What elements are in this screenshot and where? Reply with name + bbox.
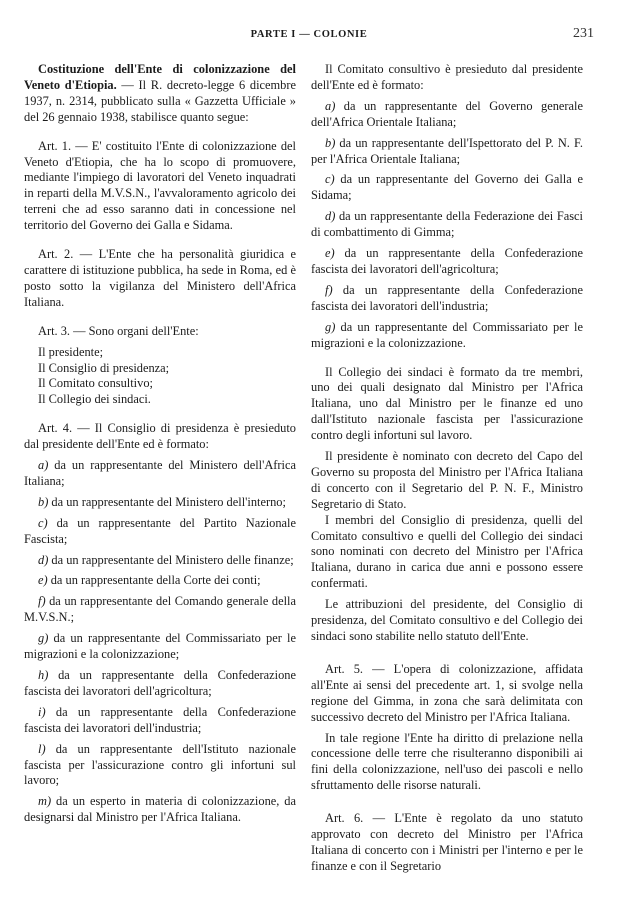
consiglio-item (24, 594, 296, 626)
page-header (24, 26, 594, 46)
consiglio-item (24, 458, 296, 490)
article-1-text: — E' costituito l'Ente di colonizzazione del Veneto d'Etiopia, che ha lo scopo di promuovere, mediante l'impiego di lavoratori del Veneto inquadrati in reparti della M.V.S.N., l'avvaloramento agricolo dei terreni che ad esso saranno dati in concessione nel territorio del Governo dei Galla e Sidama. (24, 138, 296, 233)
article-5 (311, 662, 583, 726)
item-text: da un rappresentante del Ministero dell'Africa Italiana; (24, 458, 296, 488)
comitato-item (311, 136, 583, 168)
attribuzioni-paragraph: Le attribuzioni del presidente, del Consiglio di presidenza, del Comitato consultivo e del Collegio dei sindaci sono stabilite nello statuto dell'Ente. (311, 597, 583, 643)
intro-paragraph (24, 62, 296, 126)
intro-text: — Il R. decreto-legge 6 dicembre 1937, n. 2314, pubblicato sulla « Gazzetta Ufficiale » del 26 gennaio 1938, stabilisce quanto segue: (24, 77, 296, 124)
article-5-text: — L'opera di colonizzazione, affidata all'Ente ai sensi del precedente art. 1, si svolge nella regione del Gimma, in zona che sarà delimitata con successivo decreto del Ministro per l'Africa Italiana. (311, 661, 583, 724)
organ-item: Il Collegio dei sindaci. (38, 392, 151, 407)
article-2-text: — L'Ente che ha personalità giuridica e carattere di istituzione pubblica, ha sede in Roma, ed è posto sotto la vigilanza del Ministero dell'Africa Italiana. (24, 247, 296, 309)
item-text: da un rappresentante del Ministero dell'interno; (48, 494, 286, 509)
item-letter: g) (38, 631, 49, 646)
comitato-intro: Il Comitato consultivo è presieduto dal presidente dell'Ente ed è formato: (311, 62, 583, 92)
organ-item: Il Consiglio di presidenza; (38, 360, 170, 375)
presidente-paragraph: Il presidente è nominato con decreto del Capo del Governo su proposta del Ministro per l'Africa Italiana di concerto con il Segretario del P. N. F., Ministro Segretario di Stato. (311, 449, 583, 511)
item-text: da un rappresentante della Confederazione fascista dei lavoratori dell'industria; (311, 282, 583, 313)
item-text: da un rappresentante del Commissariato per le migrazioni e la colonizzazione. (311, 319, 583, 350)
collegio-paragraph: Il Collegio dei sindaci è formato da tre membri, uno dei quali designato dal Ministro per l'Africa Italiana, uno dal Ministro per le finanze ed uno dall'Istituto nazionale fascista per l'assicurazione contro degli infortuni sul lavoro. (311, 364, 583, 443)
item-text: da un rappresentante della Confederazione fascista dei lavoratori dell'industria; (24, 704, 296, 735)
item-letter: f) (38, 594, 46, 609)
article-6-text: — L'Ente è regolato da uno statuto approvato con decreto del Ministro per l'Africa Italiana di concerto con i Ministri per l'interno e per le finanze e con il Segretario (311, 811, 583, 873)
item-letter: b) (325, 135, 336, 150)
article-5-label: Art. 5. (325, 661, 364, 676)
article-6-label: Art. 6. (325, 811, 364, 826)
item-letter: l) (38, 741, 46, 756)
item-letter: e) (325, 246, 335, 261)
item-text: da un rappresentante della Confederazione fascista dei lavoratori dell'agricoltura; (311, 246, 583, 276)
consiglio-item (24, 573, 296, 589)
item-text: da un rappresentante del Governo generale dell'Africa Orientale Italiana; (311, 98, 583, 129)
article-6 (311, 811, 583, 875)
item-letter: g) (325, 319, 336, 334)
item-letter: b) (38, 494, 49, 509)
article-4-label: Art. 4. (38, 421, 73, 436)
item-letter: e) (38, 573, 48, 588)
consiglio-item (24, 495, 296, 511)
comitato-item (311, 209, 583, 241)
right-column (311, 62, 583, 875)
membri-paragraph: I membri del Consiglio di presidenza, quelli del Comitato consultivo e quelli del Collegio dei sindaci sono nominati con decreto del Ministro per l'Africa Italiana, durano in carica due anni e possono essere confermati. (311, 512, 583, 591)
consiglio-item (24, 742, 296, 790)
item-letter: m) (38, 794, 52, 809)
item-text: da un rappresentante dell'Ispettorato del P. N. F. per l'Africa Orientale Italiana; (311, 135, 583, 166)
comitato-item (311, 172, 583, 204)
article-2-label: Art. 2. (38, 247, 74, 262)
article-4 (24, 421, 296, 453)
item-letter: c) (325, 172, 335, 187)
comitato-item (311, 99, 583, 131)
consiglio-item (24, 705, 296, 737)
comitato-item (311, 320, 583, 352)
item-letter: d) (325, 209, 336, 224)
article-5-continuation: In tale regione l'Ente ha diritto di prelazione nella concessione delle terre che risulteranno disponibili ai fini della colonizzazione, nell'uso dei pascoli e nello sfruttamento delle risorse naturali. (311, 730, 583, 793)
item-text: da un rappresentante della Confederazione fascista dei lavoratori dell'agricoltura; (24, 668, 296, 698)
page-number: 231 (573, 26, 594, 41)
article-1 (24, 139, 296, 234)
left-column (24, 62, 296, 826)
consiglio-item (24, 631, 296, 663)
item-letter: a) (38, 458, 49, 473)
consiglio-item (24, 668, 296, 700)
item-text: da un esperto in materia di colonizzazione, da designarsi dal Ministro per l'Africa Italiana. (24, 794, 296, 825)
item-text: da un rappresentante del Partito Nazionale Fascista; (24, 515, 296, 546)
item-text: da un rappresentante del Commissariato per le migrazioni e la colonizzazione; (24, 631, 296, 662)
item-letter: f) (325, 282, 333, 297)
item-letter: i) (38, 704, 46, 719)
consiglio-item (24, 516, 296, 548)
item-letter: a) (325, 98, 336, 113)
organ-item: Il presidente; (38, 344, 104, 359)
item-letter: d) (38, 552, 49, 567)
item-text: da un rappresentante dell'Istituto nazionale fascista per l'assicurazione contro gli infortuni sul lavoro; (24, 741, 296, 788)
item-text: da un rappresentante del Governo dei Galla e Sidama; (311, 172, 583, 203)
item-letter: c) (38, 515, 48, 530)
article-3-label: Art. 3. (38, 323, 71, 338)
item-text: da un rappresentante del Comando generale della M.V.S.N.; (24, 594, 296, 625)
article-2 (24, 247, 296, 311)
item-text: da un rappresentante della Federazione dei Fasci di combattimento di Gimma; (311, 209, 583, 240)
running-title: PARTE I — COLONIE (250, 29, 368, 40)
consiglio-item (24, 553, 296, 569)
article-4-text: — Il Consiglio di presidenza è presieduto dal presidente dell'Ente ed è formato: (24, 421, 296, 452)
consiglio-item (24, 794, 296, 826)
item-letter: h) (38, 668, 49, 682)
comitato-item (311, 246, 583, 278)
article-3-text: — Sono organi dell'Ente: (70, 323, 199, 338)
item-text: da un rappresentante della Corte dei conti; (47, 573, 261, 588)
article-3 (24, 324, 296, 340)
comitato-item (311, 283, 583, 315)
item-text: da un rappresentante del Ministero delle finanze; (48, 552, 294, 567)
organ-item: Il Comitato consultivo; (38, 376, 153, 391)
intro-title: Costituzione dell'Ente di colonizzazione del Veneto d'Etiopia. (24, 62, 296, 92)
article-1-label: Art. 1. (38, 138, 72, 153)
